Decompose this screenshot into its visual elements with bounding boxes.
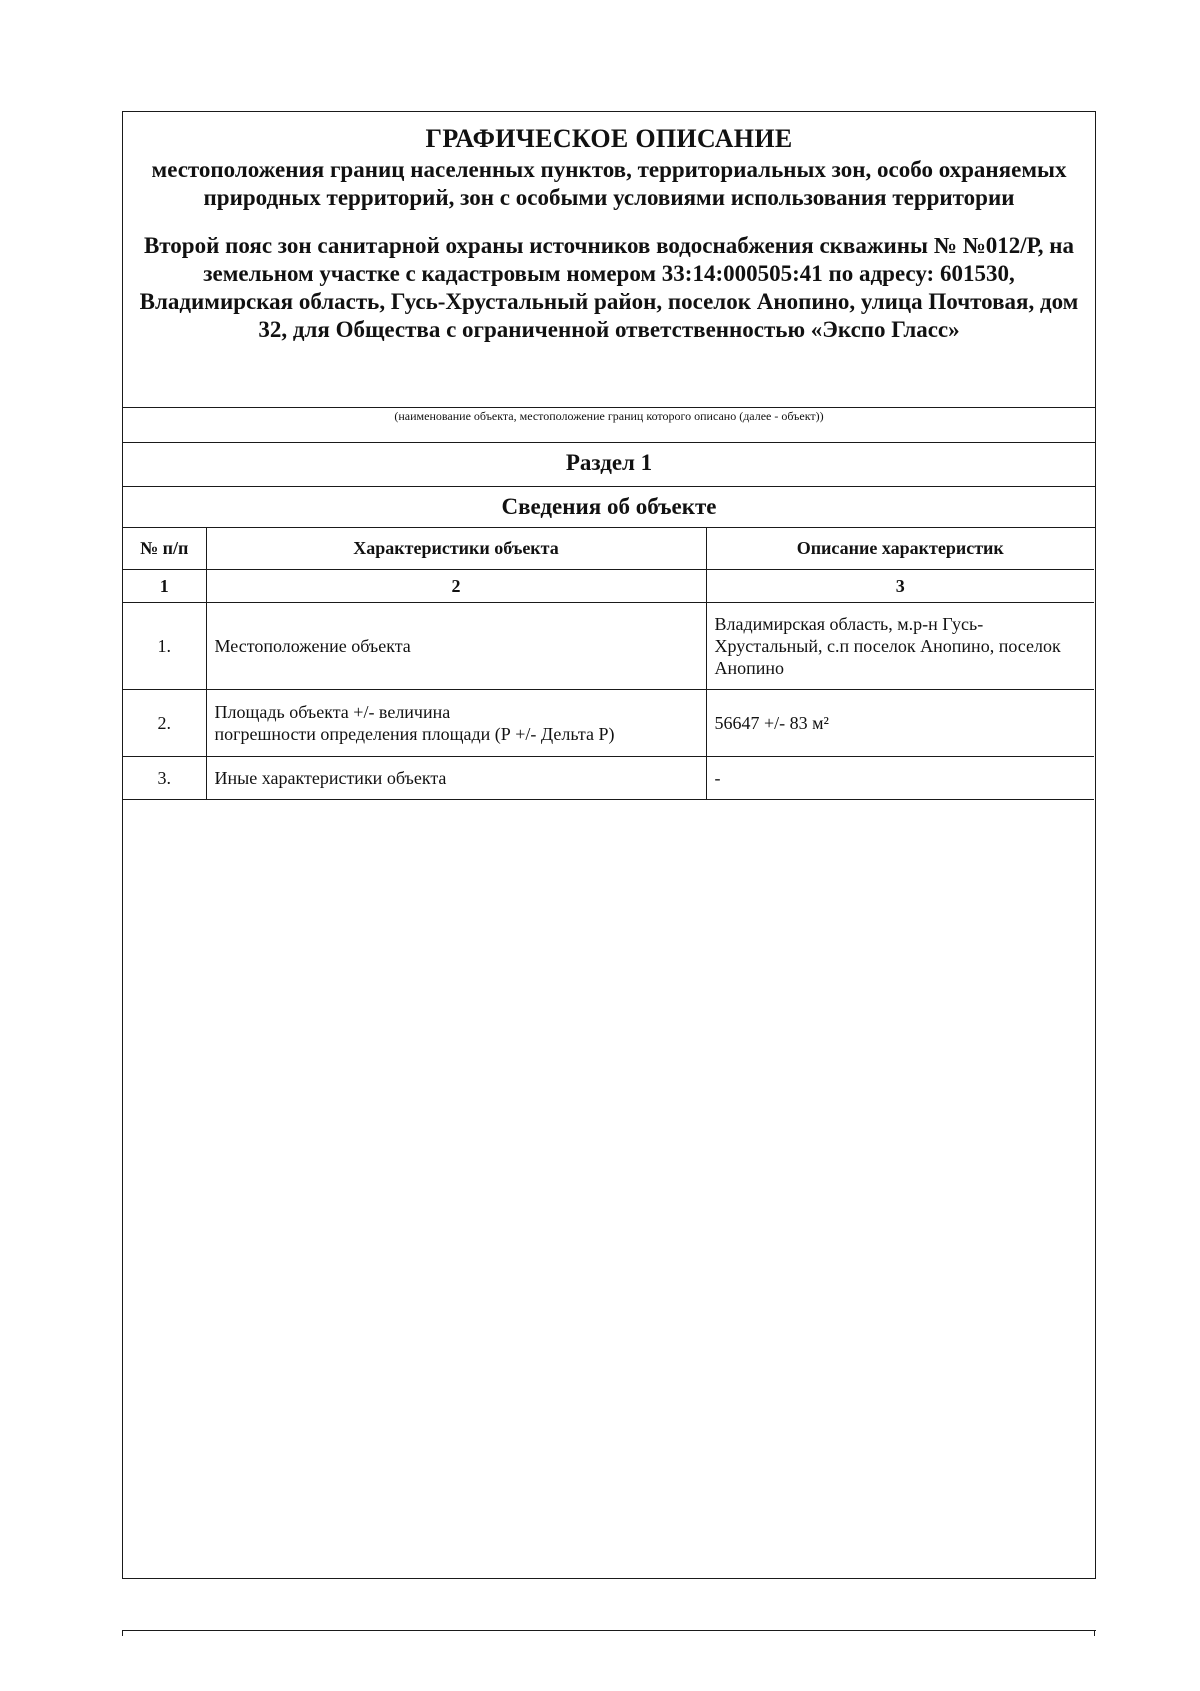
page-bottom-line xyxy=(122,1630,1096,1631)
row-characteristic: Местоположение объекта xyxy=(206,603,706,690)
header-num: № п/п xyxy=(123,527,206,570)
object-caption: (наименование объекта, местоположение границ которого описано (далее - объект)) xyxy=(394,409,824,423)
section-title: Раздел 1 xyxy=(565,450,653,475)
object-properties-table xyxy=(123,527,1094,800)
column-number-row xyxy=(123,570,1094,603)
divider xyxy=(123,442,1095,443)
section-subtitle: Сведения об объекте xyxy=(501,494,717,519)
document-title: ГРАФИЧЕСКОЕ ОПИСАНИЕ xyxy=(425,124,793,153)
divider xyxy=(123,407,1095,408)
column-number: 2 xyxy=(206,570,706,603)
row-description: 56647 +/- 83 м² xyxy=(706,690,1094,757)
document-frame xyxy=(122,111,1096,1579)
row-num: 1. xyxy=(123,603,206,690)
bottom-line-tick xyxy=(122,1630,123,1636)
row-characteristic-line: Площадь объекта +/- величина xyxy=(214,702,451,722)
table-row xyxy=(123,757,1094,800)
object-name: Второй пояс зон санитарной охраны источников водоснабжения скважины № №012/Р, на земельном участке с кадастровым номером 33:14:000505:41 по адресу: 601530, Владимирская область, Гусь-Хрустальный район, поселок Анопино, улица Почтовая, дом 32, для Общества с ограниченной ответственностью «Экспо Гласс» xyxy=(139,233,1079,342)
row-description: - xyxy=(706,757,1094,800)
table-header-row xyxy=(123,527,1094,570)
row-num: 2. xyxy=(123,690,206,757)
row-characteristic: Иные характеристики объекта xyxy=(206,757,706,800)
document-subtitle: местоположения границ населенных пунктов, территориальных зон, особо охраняемых природных территорий, зон с особыми условиями использования территории xyxy=(151,157,1067,210)
title-block xyxy=(123,112,1095,407)
header-description: Описание характеристик xyxy=(706,527,1094,570)
table-row xyxy=(123,690,1094,757)
table-row xyxy=(123,603,1094,690)
header-characteristic: Характеристики объекта xyxy=(206,527,706,570)
divider xyxy=(123,486,1095,487)
row-num: 3. xyxy=(123,757,206,800)
column-number: 3 xyxy=(706,570,1094,603)
bottom-line-tick xyxy=(1094,1630,1095,1636)
row-characteristic-line: погрешности определения площади (Р +/- Дельта Р) xyxy=(214,724,615,744)
row-description: Владимирская область, м.р-н Гусь-Хрустальный, с.п поселок Анопино, поселок Анопино xyxy=(706,603,1094,690)
column-number: 1 xyxy=(123,570,206,603)
row-characteristic xyxy=(206,690,706,757)
